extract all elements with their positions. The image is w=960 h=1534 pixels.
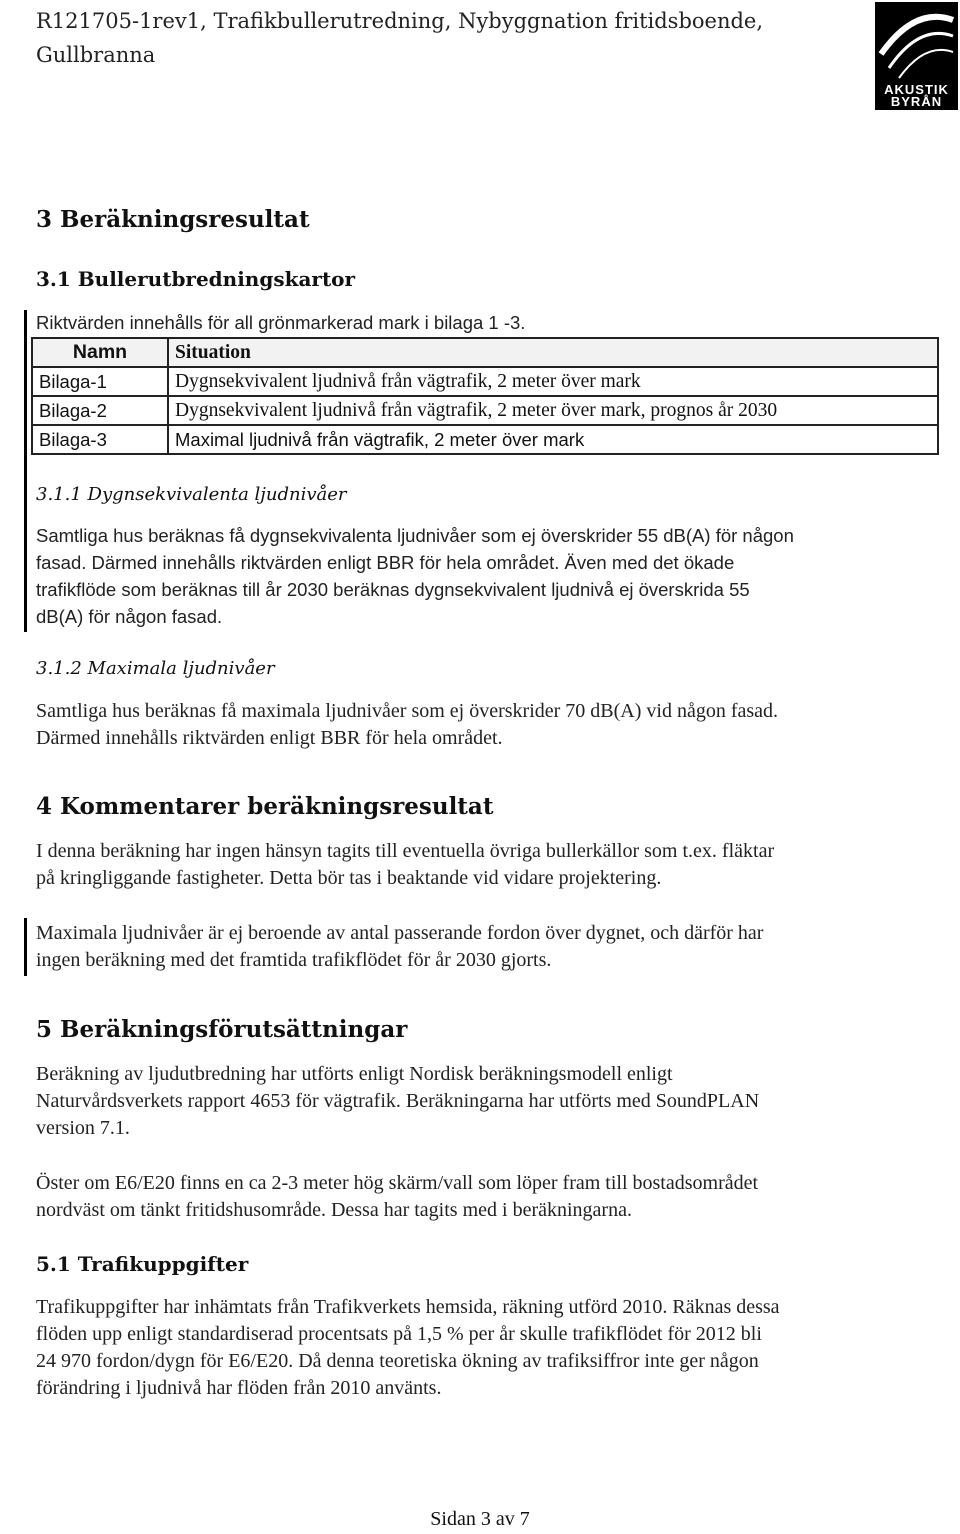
- paragraph-line: Öster om E6/E20 finns en ca 2-3 meter hög skärm/vall som löper fram till bostadsområdet: [36, 1172, 759, 1194]
- paragraph-line: Trafikuppgifter har inhämtats från Trafikverkets hemsida, räkning utförd 2010. Räknas dessa: [36, 1296, 780, 1318]
- section-3-1-1-paragraph: [36, 522, 794, 630]
- section-heading-4: 4 Kommentarer beräkningsresultat: [36, 793, 494, 820]
- paragraph-line: Beräkning av ljudutbredning har utförts enligt Nordisk beräkningsmodell enligt: [36, 1063, 673, 1085]
- section-3-1-2-paragraph: [36, 698, 778, 752]
- paragraph-line: nordväst om tänkt fritidshusområde. Dessa har tagits med i beräkningarna.: [36, 1199, 632, 1221]
- page-number: Sidan 3 av 7: [430, 1508, 530, 1530]
- paragraph-line: förändring i ljudnivå har flöden från 2010 använts.: [36, 1377, 442, 1399]
- paragraph-line: på kringliggande fastigheter. Detta bör tas i beaktande vid vidare projektering.: [36, 867, 662, 889]
- paragraph-line: fasad. Därmed innehålls riktvärden enligt BBR för hela området. Även med det ökade: [36, 552, 735, 573]
- section-5-paragraph-1: [36, 1061, 759, 1142]
- table-cell: Dygnsekvivalent ljudnivå från vägtrafik, 2 meter över mark, prognos år 2030: [168, 396, 938, 425]
- paragraph-line: Naturvårdsverkets rapport 4653 för vägtrafik. Beräkningarna har utförts med SoundPLAN: [36, 1090, 760, 1112]
- paragraph-line: flöden upp enligt standardiserad procentsats på 1,5 % per år skulle trafikflödet för 2012 bli: [36, 1323, 762, 1345]
- section-heading-3: 3 Beräkningsresultat: [36, 206, 310, 233]
- paragraph-line: dB(A) för någon fasad.: [36, 606, 223, 627]
- akustikbyran-logo: [875, 2, 958, 110]
- paragraph-line: ingen beräkning med det framtida trafikflödet för år 2030 gjorts.: [36, 949, 552, 971]
- section-5-1-paragraph: [36, 1294, 780, 1402]
- table-header-cell: Situation: [168, 338, 938, 367]
- table-cell: Bilaga-1: [32, 367, 168, 396]
- table-row: [32, 425, 938, 454]
- section-3-1-intro: Riktvärden innehålls för all grönmarkerad mark i bilaga 1 -3.: [36, 312, 526, 333]
- header-title-line-2: Gullbranna: [36, 43, 156, 67]
- table-header-cell: Namn: [32, 338, 168, 367]
- table-cell: Bilaga-2: [32, 396, 168, 425]
- paragraph-line: 24 970 fordon/dygn för E6/E20. Då denna teoretiska ökning av trafiksiffror inte ger någon: [36, 1350, 759, 1372]
- paragraph-line: Maximala ljudnivåer är ej beroende av antal passerande fordon över dygnet, och därför har: [36, 922, 764, 944]
- table-row: [32, 367, 938, 396]
- logo-text-akustik: AKUSTIK: [884, 82, 949, 97]
- paragraph-line: Samtliga hus beräknas få dygnsekvivalenta ljudnivåer som ej överskrider 55 dB(A) för någon: [36, 525, 794, 546]
- paragraph-line: Därmed innehålls riktvärden enligt BBR för hela området.: [36, 727, 503, 749]
- situation-table: [31, 337, 939, 455]
- section-heading-5-1: 5.1 Trafikuppgifter: [36, 1252, 249, 1276]
- document-header: [36, 4, 816, 72]
- table-cell: Dygnsekvivalent ljudnivå från vägtrafik, 2 meter över mark: [168, 367, 938, 396]
- section-heading-3-1: 3.1 Bullerutbredningskartor: [36, 267, 356, 291]
- paragraph-line: Samtliga hus beräknas få maximala ljudnivåer som ej överskrider 70 dB(A) vid någon fasad.: [36, 700, 779, 722]
- logo-text-byran: BYRÅN: [890, 94, 943, 109]
- table-cell: Bilaga-3: [32, 425, 168, 454]
- change-bar: [24, 310, 27, 632]
- table-cell: Maximal ljudnivå från vägtrafik, 2 meter över mark: [168, 425, 938, 454]
- change-bar: [24, 918, 27, 976]
- paragraph-line: version 7.1.: [36, 1117, 130, 1139]
- paragraph-line: I denna beräkning har ingen hänsyn tagits till eventuella övriga bullerkällor som t.ex. fläktar: [36, 840, 775, 862]
- logo-arc-icon: [875, 2, 958, 82]
- table-row: [32, 396, 938, 425]
- table-header-row: [32, 338, 938, 367]
- section-5-paragraph-2: [36, 1170, 758, 1224]
- header-title-line-1: R121705-1rev1, Trafikbullerutredning, Nybyggnation fritidsboende,: [36, 9, 764, 33]
- section-heading-3-1-1: 3.1.1 Dygnsekvivalenta ljudnivåer: [36, 484, 347, 505]
- section-heading-3-1-2: 3.1.2 Maximala ljudnivåer: [36, 658, 275, 679]
- section-4-paragraph-1: [36, 838, 774, 892]
- section-heading-5: 5 Beräkningsförutsättningar: [36, 1016, 408, 1043]
- paragraph-line: trafikflöde som beräknas till år 2030 beräknas dygnsekvivalent ljudnivå ej överskrida 55: [36, 579, 750, 600]
- section-4-paragraph-2: [36, 920, 763, 974]
